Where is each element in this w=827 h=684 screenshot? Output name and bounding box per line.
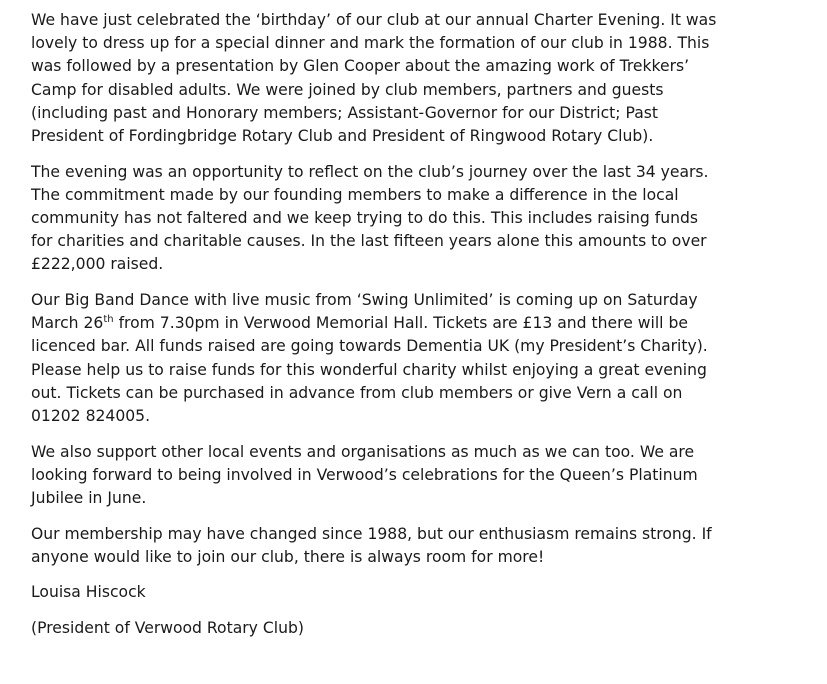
text-line: Our membership may have changed since 1988, but our enthusiasm remains strong. If <box>31 524 712 543</box>
text-line: (including past and Honorary members; Assistant-Governor for our District; Past <box>31 103 658 122</box>
text-line: The evening was an opportunity to reflect on the club’s journey over the last 34 years. <box>31 162 709 181</box>
text-line: anyone would like to join our club, there is always room for more! <box>31 547 545 566</box>
paragraph-charter-evening <box>31 9 811 148</box>
text-line: We also support other local events and organisations as much as we can too. We are <box>31 442 695 461</box>
text-line: Jubilee in June. <box>31 489 147 508</box>
text-line: The commitment made by our founding members to make a difference in the local <box>31 185 679 204</box>
text-line: lovely to dress up for a special dinner and mark the formation of our club in 1988. This <box>31 34 710 53</box>
text-fragment: March 26 <box>31 314 104 333</box>
letter-document <box>31 9 811 640</box>
text-line: President of Fordingbridge Rotary Club and President of Ringwood Rotary Club). <box>31 127 654 146</box>
text-line: for charities and charitable causes. In the last fifteen years alone this amounts to over <box>31 232 707 251</box>
signature-name: Louisa Hiscock <box>31 583 146 602</box>
text-fragment: from 7.30pm in Verwood Memorial Hall. Tickets are £13 and there will be <box>113 314 688 333</box>
text-line: 01202 824005. <box>31 407 151 426</box>
text-line: out. Tickets can be purchased in advance from club members or give Vern a call on <box>31 383 683 402</box>
text-line <box>31 314 688 332</box>
paragraph-local-events <box>31 441 811 511</box>
text-line: licenced bar. All funds raised are going towards Dementia UK (my President’s Charity). <box>31 337 708 356</box>
text-line: Our Big Band Dance with live music from ‘Swing Unlimited’ is coming up on Saturday <box>31 291 698 310</box>
superscript-ordinal: th <box>103 314 114 326</box>
text-line: community has not faltered and we keep trying to do this. This includes raising funds <box>31 209 698 228</box>
text-line: Please help us to raise funds for this wonderful charity whilst enjoying a great evening <box>31 360 707 379</box>
text-line: £222,000 raised. <box>31 255 164 274</box>
text-line: looking forward to being involved in Verwood’s celebrations for the Queen’s Platinum <box>31 465 698 484</box>
text-line: was followed by a presentation by Glen Cooper about the amazing work of Trekkers’ <box>31 57 690 76</box>
paragraph-big-band-dance <box>31 289 811 428</box>
text-line: We have just celebrated the ‘birthday’ of our club at our annual Charter Evening. It was <box>31 11 717 29</box>
paragraph-membership <box>31 523 811 569</box>
signature-title: (President of Verwood Rotary Club) <box>31 619 304 638</box>
text-line: Camp for disabled adults. We were joined by club members, partners and guests <box>31 80 664 99</box>
paragraph-club-journey <box>31 161 811 277</box>
